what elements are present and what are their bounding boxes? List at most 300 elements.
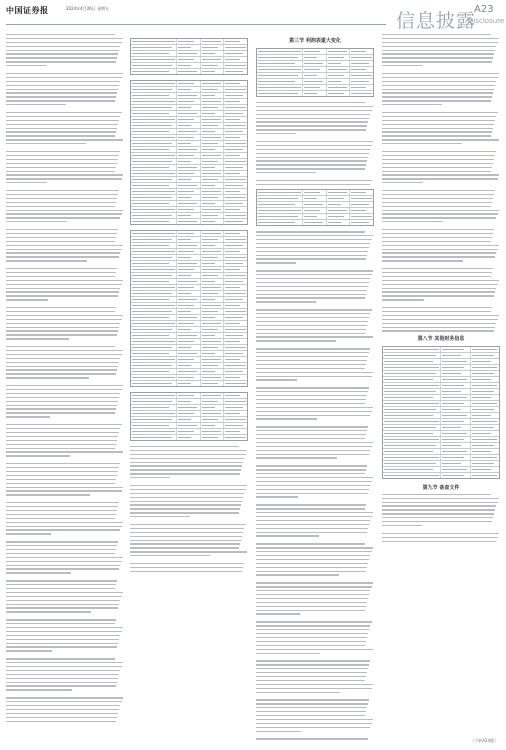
text-line: [256, 711, 366, 712]
text-line: [256, 574, 339, 575]
cell-text: [472, 469, 492, 470]
cell-text: [202, 233, 222, 234]
cell-text: [178, 275, 191, 276]
text-line: [6, 268, 117, 269]
cell-text: [472, 409, 495, 410]
text-line: [382, 85, 495, 86]
cell-text: [178, 59, 194, 60]
table-cell: [177, 195, 201, 200]
text-line: [6, 221, 67, 222]
table-cell: [131, 123, 177, 128]
cell-text: [132, 131, 169, 132]
cell-text: [225, 317, 243, 318]
text-line: [6, 288, 120, 289]
text-line: [6, 600, 120, 601]
text-line: [256, 594, 369, 595]
cell-text: [442, 397, 467, 398]
text-line: [256, 118, 369, 119]
text-line: [256, 110, 372, 111]
table-cell: [131, 135, 177, 140]
cell-text: [202, 47, 219, 48]
text-line: [256, 274, 372, 275]
table-cell: [257, 79, 303, 84]
table-cell: [177, 141, 201, 146]
cell-text: [442, 421, 464, 422]
cell-text: [442, 433, 467, 434]
cell-text: [132, 203, 169, 204]
table-cell: [224, 321, 247, 326]
text-line: [6, 81, 120, 82]
text-line: [6, 682, 117, 683]
text-line: [6, 416, 50, 417]
table-cell: [177, 207, 201, 212]
table-cell: [441, 449, 471, 454]
cell-text: [225, 203, 243, 204]
text-line: [256, 563, 368, 564]
table-cell: [383, 389, 441, 394]
cell-text: [472, 439, 498, 440]
table-cell: [177, 243, 201, 248]
cell-text: [258, 204, 295, 205]
text-line: [130, 536, 242, 537]
cell-text: [225, 83, 240, 84]
text-line: [382, 245, 499, 246]
text-line: [382, 268, 493, 269]
cell-text: [178, 419, 191, 420]
table-cell: [201, 231, 225, 236]
table-cell: [177, 429, 201, 434]
text-line: [6, 713, 118, 714]
cell-text: [225, 89, 246, 90]
text-line: [382, 206, 491, 207]
table-cell: [177, 93, 201, 98]
table-cell: [177, 171, 201, 176]
cell-text: [472, 457, 498, 458]
cell-text: [225, 101, 240, 102]
table-cell: [177, 261, 201, 266]
table-cell: [177, 411, 201, 416]
cell-text: [132, 221, 169, 222]
text-line: [6, 650, 52, 651]
text-line: [256, 481, 372, 482]
text-line: [382, 96, 492, 97]
financial-table: [256, 48, 374, 97]
text-line: [6, 483, 115, 484]
text-line: [256, 360, 367, 361]
text-line: [256, 629, 369, 630]
cell-text: [202, 179, 219, 180]
table-cell: [224, 351, 247, 356]
text-line: [6, 568, 119, 569]
text-line: [382, 505, 496, 506]
cell-text: [202, 83, 222, 84]
table-cell: [224, 51, 247, 56]
text-line: [6, 533, 51, 534]
cell-text: [225, 353, 243, 354]
text-line: [256, 317, 369, 318]
cell-text: [178, 155, 194, 156]
text-line: [256, 586, 372, 587]
table-cell: [350, 208, 373, 213]
cell-text: [225, 71, 243, 72]
cell-text: [225, 401, 246, 402]
text-line: [256, 668, 368, 669]
text-line: [382, 517, 493, 518]
table-cell: [131, 99, 177, 104]
cell-text: [202, 161, 219, 162]
table-cell: [177, 357, 201, 362]
table-cell: [224, 123, 247, 128]
table-cell: [441, 461, 471, 466]
cell-text: [202, 125, 219, 126]
table-cell: [224, 417, 247, 422]
text-line: [256, 465, 367, 466]
table-cell: [177, 351, 201, 356]
cell-text: [132, 41, 175, 42]
text-line: [256, 602, 367, 603]
cell-text: [472, 415, 492, 416]
cell-text: [328, 63, 342, 64]
text-line: [130, 504, 241, 505]
text-line: [382, 100, 491, 101]
text-line: [256, 418, 317, 419]
table-cell: [131, 213, 177, 218]
table-cell: [224, 333, 247, 338]
table-cell: [131, 309, 177, 314]
text-line: [382, 237, 492, 238]
table-cell: [177, 435, 201, 440]
cell-text: [202, 413, 222, 414]
table-row: [131, 381, 247, 386]
cell-text: [225, 47, 246, 48]
text-line: [256, 278, 370, 279]
text-line: [6, 662, 123, 663]
cell-text: [202, 323, 222, 324]
text-line: [6, 444, 116, 445]
cell-text: [384, 433, 433, 434]
cell-text: [442, 469, 467, 470]
cell-text: [225, 167, 243, 168]
cell-text: [202, 53, 216, 54]
cell-text: [442, 349, 464, 350]
table-cell: [383, 407, 441, 412]
table-cell: [224, 369, 247, 374]
text-line: [130, 489, 246, 490]
cell-text: [132, 71, 169, 72]
cell-text: [472, 379, 492, 380]
text-line: [6, 658, 115, 659]
text-line: [256, 368, 365, 369]
table-cell: [471, 473, 500, 478]
cell-text: [384, 361, 433, 362]
cell-text: [384, 475, 439, 476]
table-cell: [441, 383, 471, 388]
cell-text: [258, 75, 298, 76]
text-line: [6, 358, 120, 359]
text-line: [6, 721, 116, 722]
table-cell: [441, 419, 471, 424]
text-line: [382, 116, 496, 117]
text-line: [6, 607, 118, 608]
table-cell: [327, 190, 351, 195]
table-cell: [131, 375, 177, 380]
text-line: [6, 545, 117, 546]
table-cell: [441, 425, 471, 430]
table-cell: [441, 407, 471, 412]
table-cell: [224, 381, 247, 386]
cell-text: [202, 275, 219, 276]
cell-text: [178, 329, 191, 330]
table-cell: [131, 153, 177, 158]
table-cell: [131, 405, 177, 410]
text-line: [130, 543, 240, 544]
text-line: [6, 646, 117, 647]
table-cell: [471, 407, 500, 412]
table-cell: [201, 129, 225, 134]
text-line: [256, 637, 367, 638]
cell-text: [225, 431, 240, 432]
text-line: [256, 121, 368, 122]
text-line: [256, 403, 365, 404]
cell-text: [225, 251, 240, 252]
table-cell: [224, 423, 247, 428]
cell-text: [384, 469, 433, 470]
text-line: [6, 284, 122, 285]
text-line: [256, 680, 365, 681]
table-cell: [224, 165, 247, 170]
cell-text: [202, 401, 219, 402]
table-cell: [131, 45, 177, 50]
cell-text: [328, 87, 348, 88]
cell-text: [351, 198, 372, 199]
cell-text: [304, 75, 317, 76]
issue-date: 2024年4月26日 星期五: [66, 6, 110, 11]
table-cell: [224, 171, 247, 176]
section-english-title: Disclosure: [468, 17, 505, 25]
text-line: [6, 526, 122, 527]
cell-text: [132, 245, 169, 246]
text-line: [6, 182, 47, 183]
text-line: [130, 446, 239, 447]
cell-text: [442, 367, 464, 368]
table-cell: [201, 333, 225, 338]
table-cell: [131, 255, 177, 260]
cell-text: [328, 210, 348, 211]
text-line: [6, 697, 123, 698]
table-cell: [177, 129, 201, 134]
table-cell: [441, 395, 471, 400]
table-cell: [383, 467, 441, 472]
table-cell: [131, 411, 177, 416]
cell-text: [258, 87, 301, 88]
cell-text: [202, 167, 216, 168]
text-line: [6, 572, 71, 573]
cell-text: [384, 349, 439, 350]
cell-text: [472, 391, 495, 392]
cell-text: [132, 209, 175, 210]
cell-text: [225, 173, 240, 174]
text-line: [6, 471, 118, 472]
text-line: [256, 239, 372, 240]
table-cell: [201, 309, 225, 314]
table-cell: [303, 73, 327, 78]
text-line: [6, 237, 116, 238]
cell-text: [132, 293, 172, 294]
text-line: [6, 518, 115, 519]
cell-text: [202, 173, 222, 174]
table-cell: [383, 377, 441, 382]
table-cell: [201, 435, 225, 440]
text-line: [256, 477, 373, 478]
cell-text: [225, 377, 240, 378]
text-line: [382, 190, 495, 191]
cell-text: [178, 353, 197, 354]
table-cell: [350, 214, 373, 219]
cell-text: [304, 63, 323, 64]
text-line: [382, 151, 496, 152]
text-line: [6, 295, 118, 296]
text-line: [256, 442, 373, 443]
text-line: [6, 92, 117, 93]
cell-text: [178, 383, 191, 384]
table-cell: [201, 351, 225, 356]
text-line: [6, 206, 115, 207]
table-cell: [177, 177, 201, 182]
text-line: [256, 415, 370, 416]
table-cell: [224, 207, 247, 212]
cell-text: [132, 431, 175, 432]
table-cell: [224, 339, 247, 344]
table-cell: [224, 315, 247, 320]
text-line: [6, 592, 123, 593]
cell-text: [178, 83, 194, 84]
cell-text: [132, 341, 175, 342]
text-line: [6, 701, 122, 702]
cell-text: [442, 427, 461, 428]
table-cell: [201, 147, 225, 152]
text-line: [382, 92, 493, 93]
table-cell: [327, 220, 351, 225]
cell-text: [178, 95, 197, 96]
text-line: [6, 463, 120, 464]
text-line: [256, 247, 369, 248]
text-line: [256, 160, 367, 161]
text-line: [256, 645, 365, 646]
table-cell: [177, 405, 201, 410]
cell-text: [442, 451, 467, 452]
table-cell: [177, 231, 201, 236]
table-cell: [303, 67, 327, 72]
cell-text: [202, 221, 216, 222]
table-cell: [350, 91, 373, 96]
table-cell: [350, 79, 373, 84]
table-cell: [471, 443, 500, 448]
table-cell: [177, 375, 201, 380]
table-cell: [131, 111, 177, 116]
cell-text: [225, 119, 240, 120]
text-line: [6, 611, 91, 612]
table-cell: [177, 189, 201, 194]
text-line: [382, 295, 494, 296]
text-line: [6, 627, 123, 628]
table-cell: [327, 196, 351, 201]
cell-text: [178, 263, 197, 264]
table-cell: [471, 395, 500, 400]
table-cell: [201, 45, 225, 50]
cell-text: [225, 311, 246, 312]
table-cell: [131, 39, 177, 44]
table-cell: [177, 51, 201, 56]
text-line: [382, 57, 493, 58]
text-line: [256, 407, 373, 408]
cell-text: [132, 161, 172, 162]
text-line: [6, 334, 117, 335]
text-line: [256, 516, 372, 517]
text-line: [256, 348, 370, 349]
cell-text: [472, 349, 498, 350]
table-cell: [177, 219, 201, 224]
table-cell: [224, 153, 247, 158]
text-line: [256, 325, 367, 326]
table-cell: [383, 359, 441, 364]
cell-text: [132, 173, 175, 174]
cell-text: [202, 95, 216, 96]
text-line: [6, 260, 87, 261]
table-cell: [383, 437, 441, 442]
cell-text: [178, 281, 197, 282]
table-cell: [441, 437, 471, 442]
table-cell: [177, 249, 201, 254]
table-row: [257, 91, 373, 96]
cell-text: [304, 204, 323, 205]
cell-text: [384, 427, 436, 428]
cell-text: [178, 191, 194, 192]
text-line: [256, 255, 367, 256]
cell-text: [328, 69, 348, 70]
cell-text: [304, 222, 323, 223]
table-cell: [201, 153, 225, 158]
table-cell: [257, 220, 303, 225]
text-line: [256, 426, 368, 427]
table-cell: [131, 81, 177, 86]
cell-text: [202, 119, 222, 120]
table-cell: [177, 363, 201, 368]
text-line: [382, 65, 422, 66]
cell-text: [304, 57, 317, 58]
text-line: [6, 366, 118, 367]
text-line: [6, 38, 123, 39]
cell-text: [132, 101, 175, 102]
text-line: [256, 543, 365, 544]
cell-text: [178, 323, 194, 324]
cell-text: [258, 57, 298, 58]
table-cell: [177, 321, 201, 326]
table-cell: [177, 255, 201, 260]
text-line: [256, 504, 366, 505]
text-line: [130, 516, 190, 517]
table-cell: [224, 111, 247, 116]
text-line: [130, 454, 246, 455]
cell-text: [178, 251, 194, 252]
text-line: [256, 672, 367, 673]
text-line: [6, 412, 115, 413]
table-cell: [441, 359, 471, 364]
cell-text: [178, 233, 194, 234]
text-line: [256, 699, 369, 700]
text-line: [6, 311, 115, 312]
cell-text: [178, 215, 191, 216]
cell-text: [202, 209, 222, 210]
